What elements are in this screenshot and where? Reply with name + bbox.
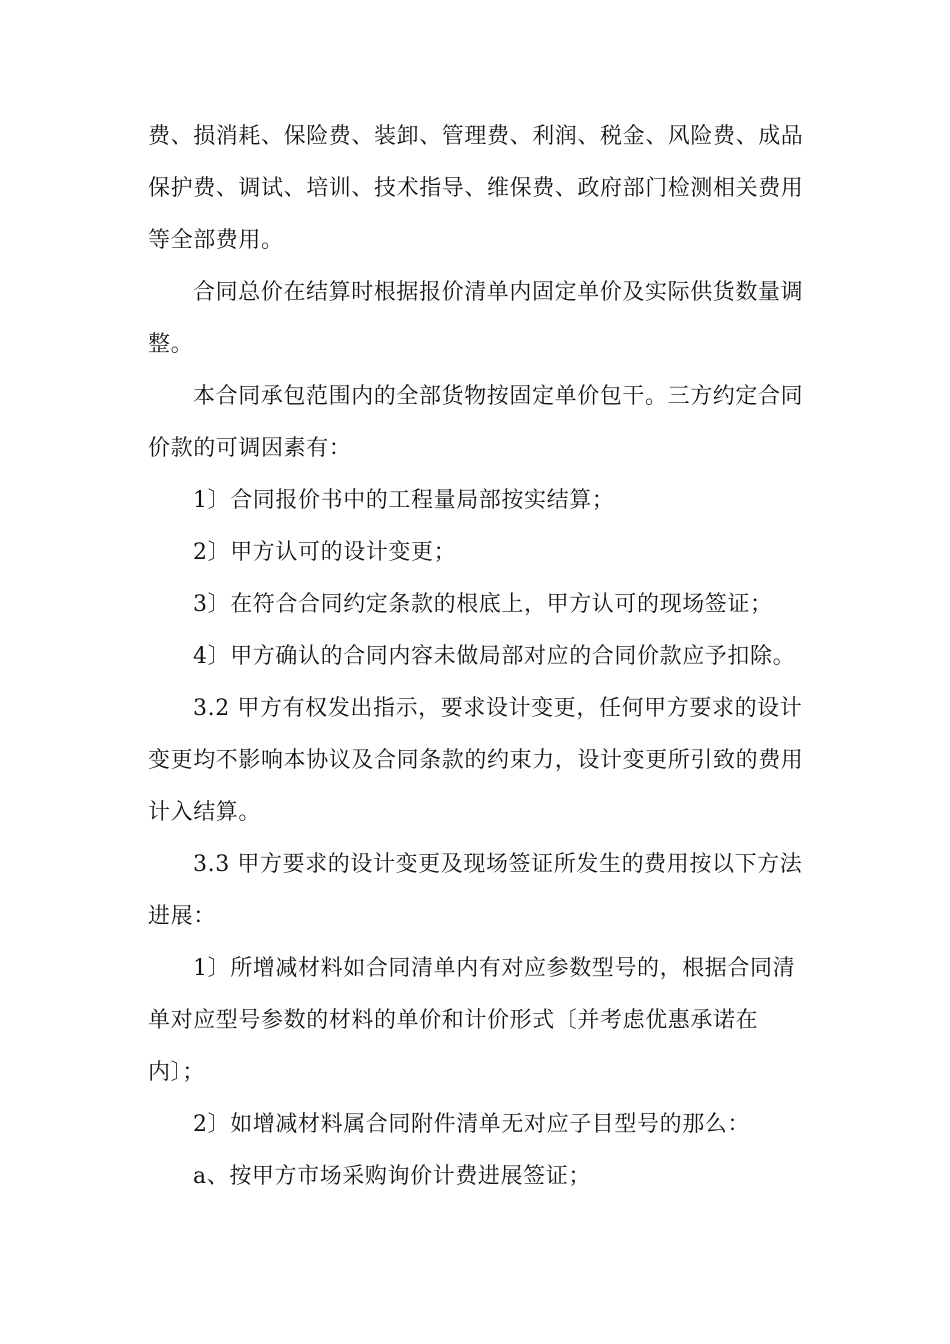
list-item: 1〕合同报价书中的工程量局部按实结算； xyxy=(193,488,615,513)
list-item: a、按甲方市场采购询价计费进展签证； xyxy=(193,1164,591,1189)
text-line: 等全部费用。 xyxy=(148,228,284,253)
list-item: 2〕甲方认可的设计变更； xyxy=(193,540,457,565)
text-line: 计入结算。 xyxy=(148,800,262,825)
text-line: 单对应型号参数的材料的单价和计价形式〔并考虑优惠承诺在 xyxy=(148,1008,759,1033)
text-line: 费、损消耗、保险费、装卸、管理费、利润、税金、风险费、成品 xyxy=(148,124,804,149)
text-line: 价款的可调因素有： xyxy=(148,436,352,461)
list-item: 2〕如增减材料属合同附件清单无对应子目型号的那么： xyxy=(193,1112,750,1137)
text-line: 进展： xyxy=(148,904,216,929)
text-line: 变更均不影响本协议及合同条款的约束力，设计变更所引致的费用 xyxy=(148,748,804,773)
clause-3-2: 3.2 甲方有权发出指示，要求设计变更，任何甲方要求的设计 xyxy=(193,696,803,721)
text-line: 内〕； xyxy=(148,1060,205,1085)
text-line: 保护费、调试、培训、技术指导、维保费、政府部门检测相关费用 xyxy=(148,176,804,201)
list-item: 4〕甲方确认的合同内容未做局部对应的合同价款应予扣除。 xyxy=(193,644,796,669)
clause-3-3: 3.3 甲方要求的设计变更及现场签证所发生的费用按以下方法 xyxy=(193,852,803,877)
list-item: 1〕所增减材料如合同清单内有对应参数型号的，根据合同清 xyxy=(193,956,796,981)
list-item: 3〕在符合合同约定条款的根底上，甲方认可的现场签证； xyxy=(193,592,773,617)
text-line: 本合同承包范围内的全部货物按固定单价包干。三方约定合同 xyxy=(193,384,804,409)
text-line: 整。 xyxy=(148,332,194,357)
text-line: 合同总价在结算时根据报价清单内固定单价及实际供货数量调 xyxy=(193,280,804,305)
